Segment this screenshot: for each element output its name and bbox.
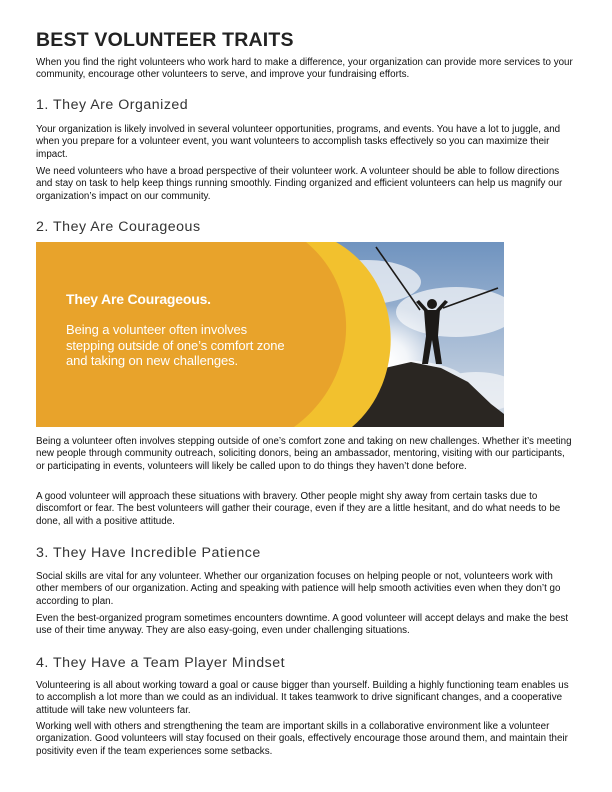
section-2-paragraph-1: Being a volunteer often involves stepping outside of one’s comfort zone and taking on new challenges. Whether it’s meeting new people through community outreach, soliciting donors, being an ambassador, mentoring, visiting with our participants, or participating in events, volunteers will likely be called upon to do things they haven’t done before. [36, 436, 572, 472]
document-title: BEST VOLUNTEER TRAITS [36, 29, 294, 51]
section-3-paragraph-1: Social skills are vital for any volunteer. Whether our organization focuses on helping people or not, volunteers work with other members of our organization. Acting and speaking with patience will help smooth activities even when they don’t go according to plan. [36, 571, 561, 607]
section-3-heading: 3. They Have Incredible Patience [36, 545, 261, 561]
courageous-banner-image [36, 242, 504, 427]
section-2-paragraph-2: A good volunteer will approach these situations with bravery. Other people might shy away from certain tasks due to discomfort or fear. The best volunteers will gather their courage, even if they are a little hesitant, and do what needs to be done, all with a positive attitude. [36, 491, 561, 527]
section-4-paragraph-2: Working well with others and strengthening the team are important skills in a collaborative environment like a volunteer organization. Good volunteers will stay focused on their goals, effectively encourage those around them, and maintain their positivity even if the team experiences some setbacks. [36, 721, 568, 757]
banner-heading: They Are Courageous. [66, 291, 211, 307]
section-3-paragraph-2: Even the best-organized program sometimes encounters downtime. A good volunteer will accept delays and make the best use of their time anyway. They are also easy-going, even under challenging situations. [36, 613, 569, 637]
intro-paragraph: When you find the right volunteers who work hard to make a difference, your organization can provide more services to your community, encourage other volunteers to serve, and improve your fundraising efforts. [36, 57, 573, 81]
banner-body-text: Being a volunteer often involves stepping outside of one’s comfort zone and taking on new challenges. [66, 322, 285, 369]
section-1-heading: 1. They Are Organized [36, 97, 189, 113]
section-1-paragraph-1: Your organization is likely involved in several volunteer opportunities, programs, and events. You have a lot to juggle, and when you prepare for a volunteer event, you want volunteers to accomplish tasks effectively so you can maximize their impact. [36, 124, 561, 160]
section-4-paragraph-1: Volunteering is all about working toward a goal or cause bigger than yourself. Building a highly functioning team enables us to accomplish a lot more than we could as an individual. It takes teamwork to drive significant changes, and a cooperative attitude will take new volunteers far. [36, 680, 569, 716]
section-2-heading: 2. They Are Courageous [36, 219, 201, 235]
section-4-heading: 4. They Have a Team Player Mindset [36, 655, 286, 671]
section-1-paragraph-2: We need volunteers who have a broad perspective of their volunteer work. A volunteer should be able to follow directions and stay on task to help keep things running smoothly. Finding organized and efficient volunteers can help us magnify our organization’s impact on our community. [36, 166, 563, 202]
